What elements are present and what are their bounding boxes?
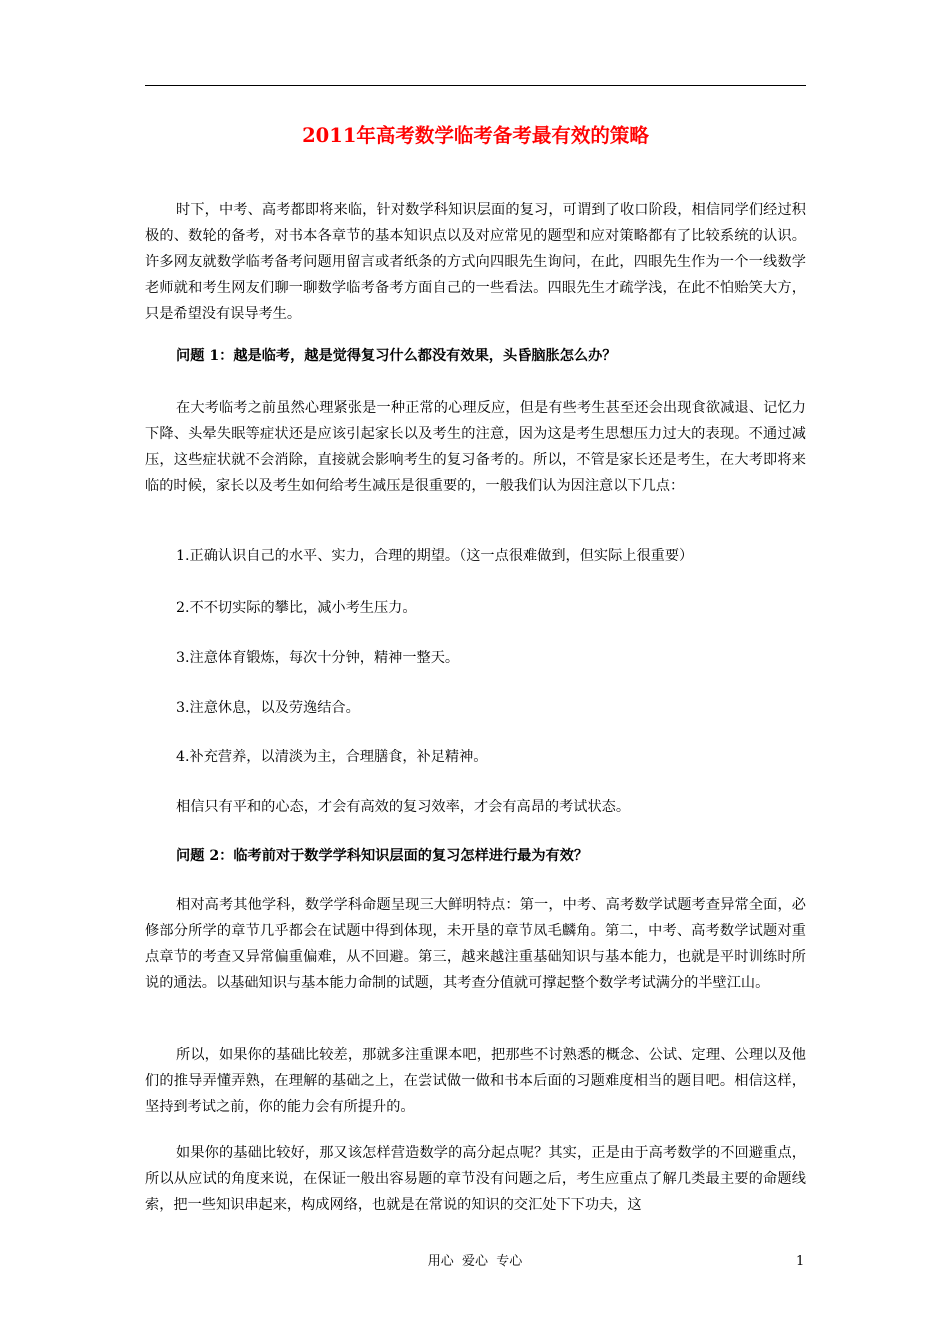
footer-slogan: 用心 爱心 专心 (427, 1254, 523, 1269)
list-item-1: 1.正确认识自己的水平、实力，合理的期望。（这一点很难做到，但实际上很重要） (176, 548, 694, 564)
question-2-answer-paragraph: 相对高考其他学科，数学学科命题呈现三大鲜明特点：第一，中考、高考数学试题考查异常全面，必修部分所学的章节几乎都会在试题中得到体现，未开垦的章节凤毛麟角。第二，中考、高考数学试题对重点章节的考查又异常偏重偏难，从不回避。第三，越来越注重基础知识与基本能力，也就是平时训练时所说的通法。以基础知识与基本能力命制的试题，其考查分值就可撑起整个数学考试满分的半壁江山。 (145, 897, 806, 991)
list-item-2: 2.不不切实际的攀比，减小考生压力。 (176, 600, 417, 616)
page-number: 1 (796, 1254, 805, 1269)
question-2-heading: 问题 2：临考前对于数学学科知识层面的复习怎样进行最为有效？ (176, 848, 589, 864)
list-item-3a: 3.注意体育锻炼，每次十分钟，精神一整天。 (176, 650, 460, 666)
list-item-4: 4.补充营养，以清淡为主，合理膳食，补足精神。 (176, 749, 488, 765)
document-title: 2011年高考数学临考备考最有效的策略 (302, 124, 649, 147)
header-rule (145, 85, 806, 86)
strong-foundation-paragraph: 如果你的基础比较好，那又该怎样营造数学的高分起点呢？其实，正是由于高考数学的不回避重点，所以从应试的角度来说，在保证一般出容易题的章节没有问题之后，考生应重点了解几类最主要的命题线索，把一些知识串起来，构成网络，也就是在常说的知识的交汇处下下功夫，这 (145, 1145, 806, 1213)
list-item-3b: 3.注意休息，以及劳逸结合。 (176, 700, 360, 716)
question-1-heading: 问题 1：越是临考，越是觉得复习什么都没有效果，头昏脑胀怎么办？ (176, 348, 617, 364)
summary-paragraph: 相信只有平和的心态，才会有高效的复习效率，才会有高昂的考试状态。 (176, 799, 631, 815)
weak-foundation-paragraph: 所以，如果你的基础比较差，那就多注重课本吧，把那些不讨熟悉的概念、公试、定理、公理以及他们的推导弄懂弄熟，在理解的基础之上，在尝试做一做和书本后面的习题难度相当的题目吧。相信这样，坚持到考试之前，你的能力会有所提升的。 (145, 1047, 806, 1115)
question-1-answer-paragraph: 在大考临考之前虽然心理紧张是一种正常的心理反应，但是有些考生甚至还会出现食欲减退、记忆力下降、头晕失眠等症状还是应该引起家长以及考生的注意，因为这是考生思想压力过大的表现。不通过减压，这些症状就不会消除，直接就会影响考生的复习备考的。所以，不管是家长还是考生，在大考即将来临的时候，家长以及考生如何给考生减压是很重要的，一般我们认为因注意以下几点： (145, 400, 806, 494)
intro-paragraph: 时下，中考、高考都即将来临，针对数学科知识层面的复习，可谓到了收口阶段，相信同学们经过积极的、数轮的备考，对书本各章节的基本知识点以及对应常见的题型和应对策略都有了比较系统的认识。许多网友就数学临考备考问题用留言或者纸条的方式向四眼先生询问，在此，四眼先生作为一个一线数学老师就和考生网友们聊一聊数学临考备考方面自己的一些看法。四眼先生才疏学浅，在此不怕贻笑大方，只是希望没有误导考生。 (145, 202, 806, 322)
